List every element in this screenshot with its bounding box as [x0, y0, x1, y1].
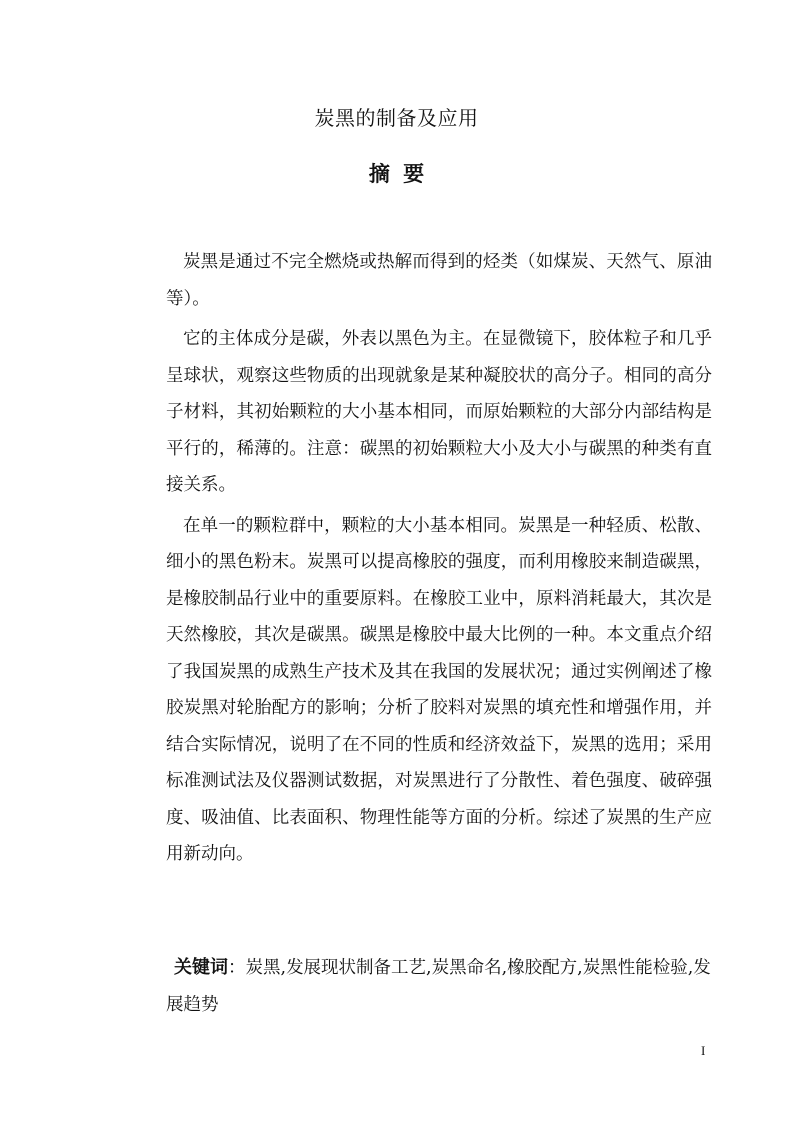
abstract-paragraph-3: 在单一的颗粒群中，颗粒的大小基本相同。炭黑是一种轻质、松散、细小的黑色粉末。炭黑可以提高橡胶的强度，而利用橡胶来制造碳黑，是橡胶制品行业中的重要原料。在橡胶工业中，原料消耗最大，其次是天然橡胶，其次是碳黑。碳黑是橡胶中最大比例的一种。本文重点介绍了我国炭黑的成熟生产技术及其在我国的发展状况；通过实例阐述了橡胶炭黑对轮胎配方的影响；分析了胶料对炭黑的填充性和增强作用，并结合实际情况，说明了在不同的性质和经济效益下，炭黑的选用；采用标准测试法及仪器测试数据，对炭黑进行了分散性、着色强度、破碎强度、吸油值、比表面积、物理性能等方面的分析。综述了炭黑的生产应用新动向。: [166, 515, 712, 864]
document-title: 炭黑的制备及应用: [314, 106, 479, 130]
page-number: I: [701, 1043, 706, 1058]
keywords-text: ：炭黑,发展现状制备工艺,炭黑命名,橡胶配方,炭黑性能检验,发展趋势: [166, 958, 711, 1015]
keywords-label: 关键词: [174, 957, 228, 978]
abstract-body: [166, 244, 712, 877]
abstract-heading: 摘 要: [368, 162, 425, 186]
keywords-line: [166, 950, 712, 1023]
abstract-paragraph-1: 炭黑是通过不完全燃烧或热解而得到的烃类（如煤炭、天然气、原油等）。: [166, 252, 712, 309]
abstract-paragraph-2: 它的主体成分是碳，外表以黑色为主。在显微镜下，胶体粒子和几乎呈球状，观察这些物质的出现就象是某种凝胶状的高分子。相同的高分子材料，其初始颗粒的大小基本相同，而原始颗粒的大部分内部结构是平行的，稀薄的。注意：碳黑的初始颗粒大小及大小与碳黑的种类有直接关系。: [166, 329, 712, 495]
